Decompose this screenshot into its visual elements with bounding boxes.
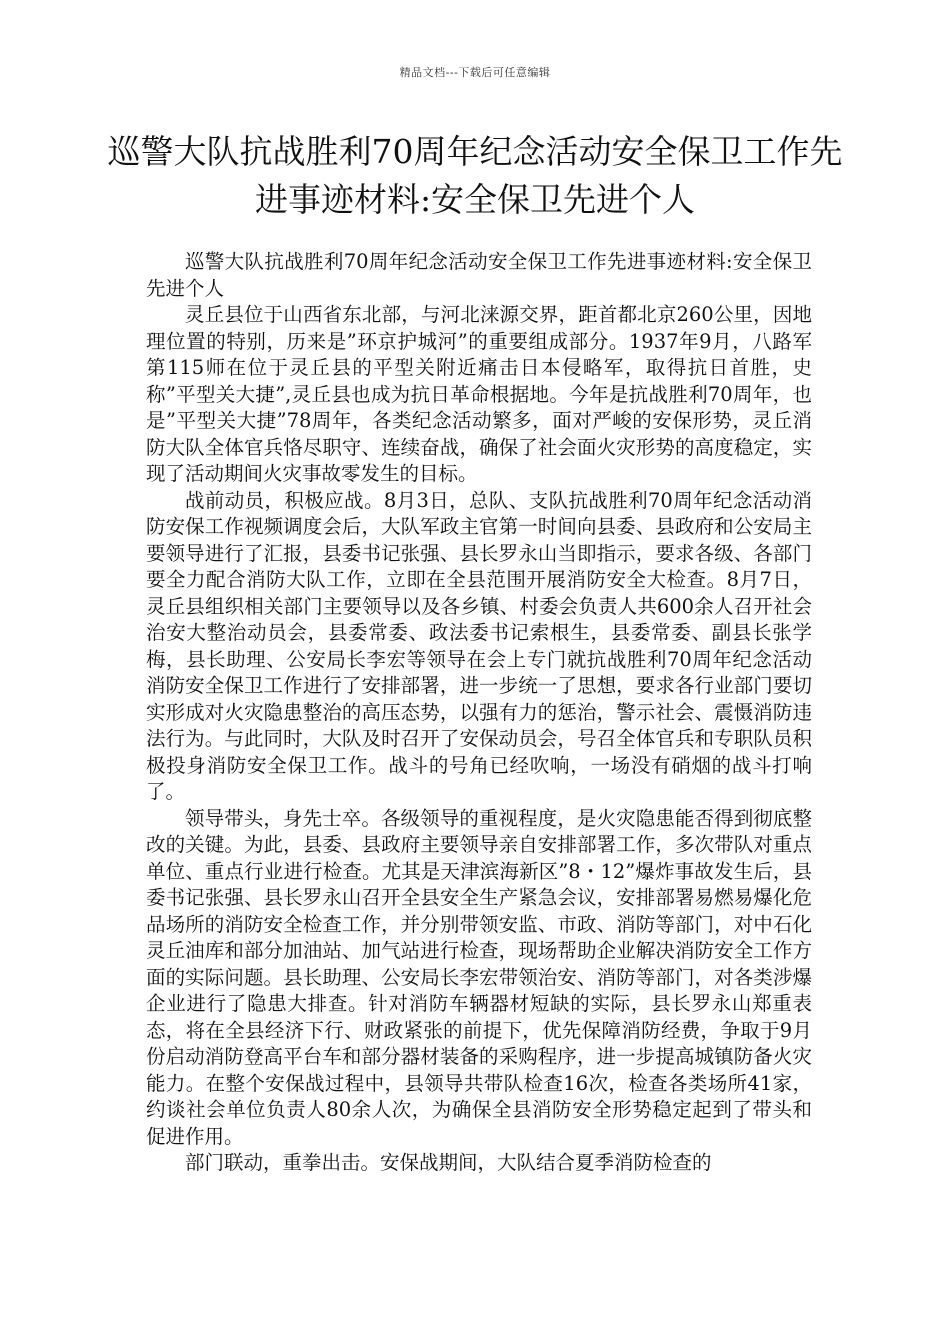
header-note: 精品文档---下载后可任意编辑 bbox=[399, 66, 551, 79]
document-title: 巡警大队抗战胜利70周年纪念活动安全保卫工作先进事迹材料:安全保卫先进个人 bbox=[107, 132, 843, 219]
paragraph-intro: 灵丘县位于山西省东北部，与河北涞源交界，距首都北京260公里，因地理位置的特别，历来是”环京护城河”的重要组成部分。1937年9月，八路军第115师在位于灵丘县的平型关附近痛击日本侵略军，取得抗日首胜，史称”平型关大捷”,灵丘县也成为抗日革命根据地。今年是抗战胜利70周年，也是”平型关大捷”78周年，各类纪念活动繁多，面对严峻的安保形势，灵丘消防大队全体官兵恪尽职守、连续奋战，确保了社会面火灾形势的高度稳定，实现了活动期间火灾事故零发生的目标。 bbox=[146, 303, 812, 485]
document-body bbox=[146, 249, 812, 1177]
paragraph-coordination: 部门联动，重拳出击。安保战期间，大队结合夏季消防检查的 bbox=[185, 1151, 712, 1174]
paragraph-subtitle: 巡警大队抗战胜利70周年纪念活动安全保卫工作先进事迹材料:安全保卫先进个人 bbox=[146, 250, 812, 300]
paragraph-leadership: 领导带头，身先士卒。各级领导的重视程度，是火灾隐患能否得到彻底整改的关键。为此，县委、县政府主要领导亲自安排部署工作，多次带队对重点单位、重点行业进行检查。尤其是天津滨海新区”8・12”爆炸事故发生后，县委书记张强、县长罗永山召开全县安全生产紧急会议，安排部署易燃易爆化危品场所的消防安全检查工作，并分别带领安监、市政、消防等部门，对中石化灵丘油库和部分加油站、加气站进行检查，现场帮助企业解决消防安全工作方面的实际问题。县长助理、公安局长李宏带领治安、消防等部门，对各类涉爆企业进行了隐患大排查。针对消防车辆器材短缺的实际，县长罗永山郑重表态，将在全县经济下行、财政紧张的前提下，优先保障消防经费，争取于9月份启动消防登高平台车和部分器材装备的采购程序，进一步提高城镇防备火灾能力。在整个安保战过程中，县领导共带队检查16次，检查各类场所41家，约谈社会单位负责人80余人次，为确保全县消防安全形势稳定起到了带头和促进作用。 bbox=[146, 806, 812, 1148]
paragraph-mobilization: 战前动员，积极应战。8月3日，总队、支队抗战胜利70周年纪念活动消防安保工作视频调度会后，大队军政主官第一时间向县委、县政府和公安局主要领导进行了汇报，县委书记张强、县长罗永山当即指示，要求各级、各部门要全力配合消防大队工作，立即在全县范围开展消防安全大检查。8月7日，灵丘县组织相关部门主要领导以及各乡镇、村委会负责人共600余人召开社会治安大整治动员会，县委常委、政法委书记索根生，县委常委、副县长张学梅，县长助理、公安局长李宏等领导在会上专门就抗战胜利70周年纪念活动消防安全保卫工作进行了安排部署，进一步统一了思想，要求各行业部门要切实形成对火灾隐患整治的高压态势，以强有力的惩治，警示社会、震慑消防违法行为。与此同时，大队及时召开了安保动员会，号召全体官兵和专职队员积极投身消防安全保卫工作。战斗的号角已经吹响，一场没有硝烟的战斗打响了。 bbox=[146, 488, 812, 803]
